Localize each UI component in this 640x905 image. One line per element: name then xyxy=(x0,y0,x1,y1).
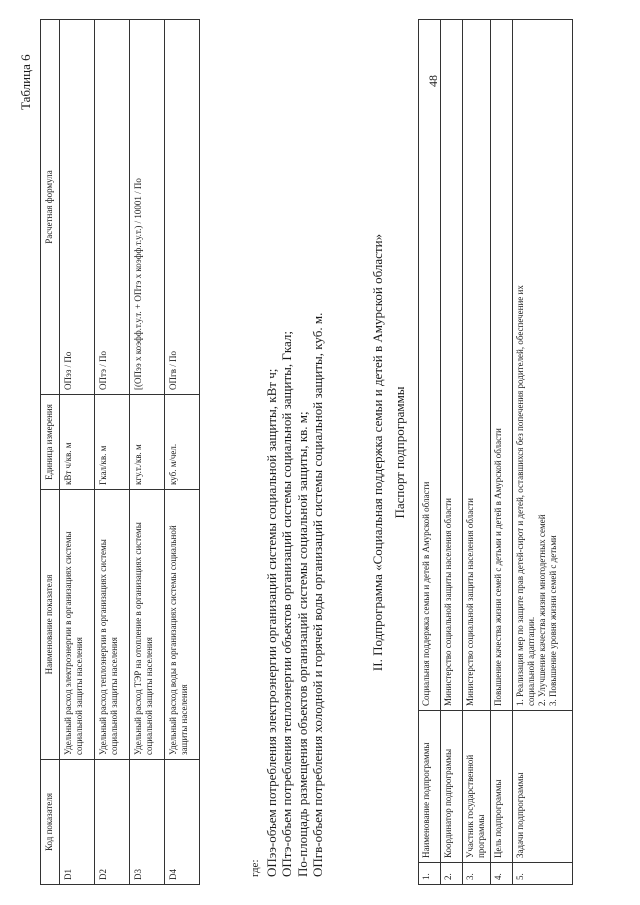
passport-row-value xyxy=(512,20,572,711)
indicator-unit: кгу.т./кв. м xyxy=(130,395,165,490)
table-row xyxy=(60,20,95,885)
passport-row xyxy=(441,20,463,885)
passport-row-number: 1. xyxy=(419,863,441,885)
table-caption: Таблица 6 xyxy=(18,54,33,110)
task-line: социальной адаптации. xyxy=(525,616,536,706)
indicator-name: Удельный расход теплоэнергии в организациях системы социальной защиты населения xyxy=(95,490,130,760)
formula-legend xyxy=(248,17,326,877)
table-row xyxy=(95,20,130,885)
passport-row xyxy=(512,20,572,885)
indicator-unit: куб. м/чел. xyxy=(165,395,200,490)
task-line: 1. Реализация мер по защите прав детей-сирот и детей, оставшихся без попечения родителей, обеспечение их xyxy=(514,285,525,706)
passport-row-number: 4. xyxy=(490,863,512,885)
indicator-code: D4 xyxy=(165,760,200,885)
passport-row xyxy=(463,20,491,885)
passport-row-label: Координатор подпрограммы xyxy=(441,711,463,863)
indicator-name: Удельный расход электроэнергии в организациях системы социальной защиты населения xyxy=(60,490,95,760)
passport-row-number: 3. xyxy=(463,863,491,885)
passport-row-label: Участник государственной программы xyxy=(463,711,491,863)
passport-row-value: Министерство социальной защиты населения области xyxy=(441,20,463,711)
indicator-unit: Гкал/кв. м xyxy=(95,395,130,490)
table-row xyxy=(130,20,165,885)
legend-line: ОПгв-объем потребления холодной и горячей воды организаций системы социальной защиты, куб. м. xyxy=(310,312,325,877)
passport-row xyxy=(490,20,512,885)
passport-table xyxy=(418,19,573,885)
column-header-name: Наименование показателя xyxy=(41,490,60,760)
legend-line: ОПтэ-объем потребления теплоэнергии объектов организаций системы социальной защиты, Гкал; xyxy=(279,331,294,877)
passport-row-value: Социальная поддержка семьи и детей в Амурской области xyxy=(419,20,441,711)
table-row xyxy=(165,20,200,885)
page-number: 48 xyxy=(426,75,440,87)
indicator-formula: [(ОПээ х коэфф.т.у.т. + ОПтэ х коэфф.т.у.т.) / 10001 / По xyxy=(130,20,165,395)
passport-row-number: 2. xyxy=(441,863,463,885)
indicator-code: D3 xyxy=(130,760,165,885)
indicator-name: Удельный расход ТЭР на отопление в организациях системы социальной защиты населения xyxy=(130,490,165,760)
column-header-code: Код показателя xyxy=(41,760,60,885)
passport-row-label: Цель подпрограммы xyxy=(490,711,512,863)
indicator-formula: ОПгв / По xyxy=(165,20,200,395)
passport-heading: Паспорт подпрограммы xyxy=(392,386,407,519)
passport-row-value: Министерство социальной защиты населения области xyxy=(463,20,491,711)
table-header-row xyxy=(41,20,60,885)
section-heading: II. Подпрограмма «Социальная поддержка семьи и детей в Амурской области» xyxy=(370,233,385,672)
legend-line: По-площадь размещения объектов организаций системы социальной защиты, кв. м; xyxy=(294,411,310,877)
task-line: 2. Улучшение качества жизни многодетных семей xyxy=(537,514,547,706)
passport-row-label: Задачи подпрограммы xyxy=(512,711,572,863)
indicator-formula: ОПтэ / По xyxy=(95,20,130,395)
indicator-unit: кВт ч/кв. м xyxy=(60,395,95,490)
column-header-unit: Единица измерения xyxy=(41,395,60,490)
column-header-formula: Расчетная формула xyxy=(41,20,60,395)
indicator-name: Удельный расход воды в организациях системы социальной защиты населения xyxy=(165,490,200,760)
indicators-table xyxy=(40,19,200,885)
passport-row xyxy=(419,20,441,885)
legend-line: ОПээ-объем потребления электроэнергии организаций системы социальной защиты, кВт ч; xyxy=(263,368,279,877)
legend-where: где: xyxy=(249,859,261,877)
indicator-formula: ОПэз / По xyxy=(60,20,95,395)
indicator-code: D1 xyxy=(60,760,95,885)
passport-row-label: Наименование подпрограммы xyxy=(419,711,441,863)
indicator-code: D2 xyxy=(95,760,130,885)
passport-row-number: 5. xyxy=(512,863,572,885)
task-line: 3. Повышение уровня жизни семей с детьми xyxy=(548,535,559,706)
passport-row-value: Повышение качества жизни семей с детьми и детей в Амурской области xyxy=(490,20,512,711)
